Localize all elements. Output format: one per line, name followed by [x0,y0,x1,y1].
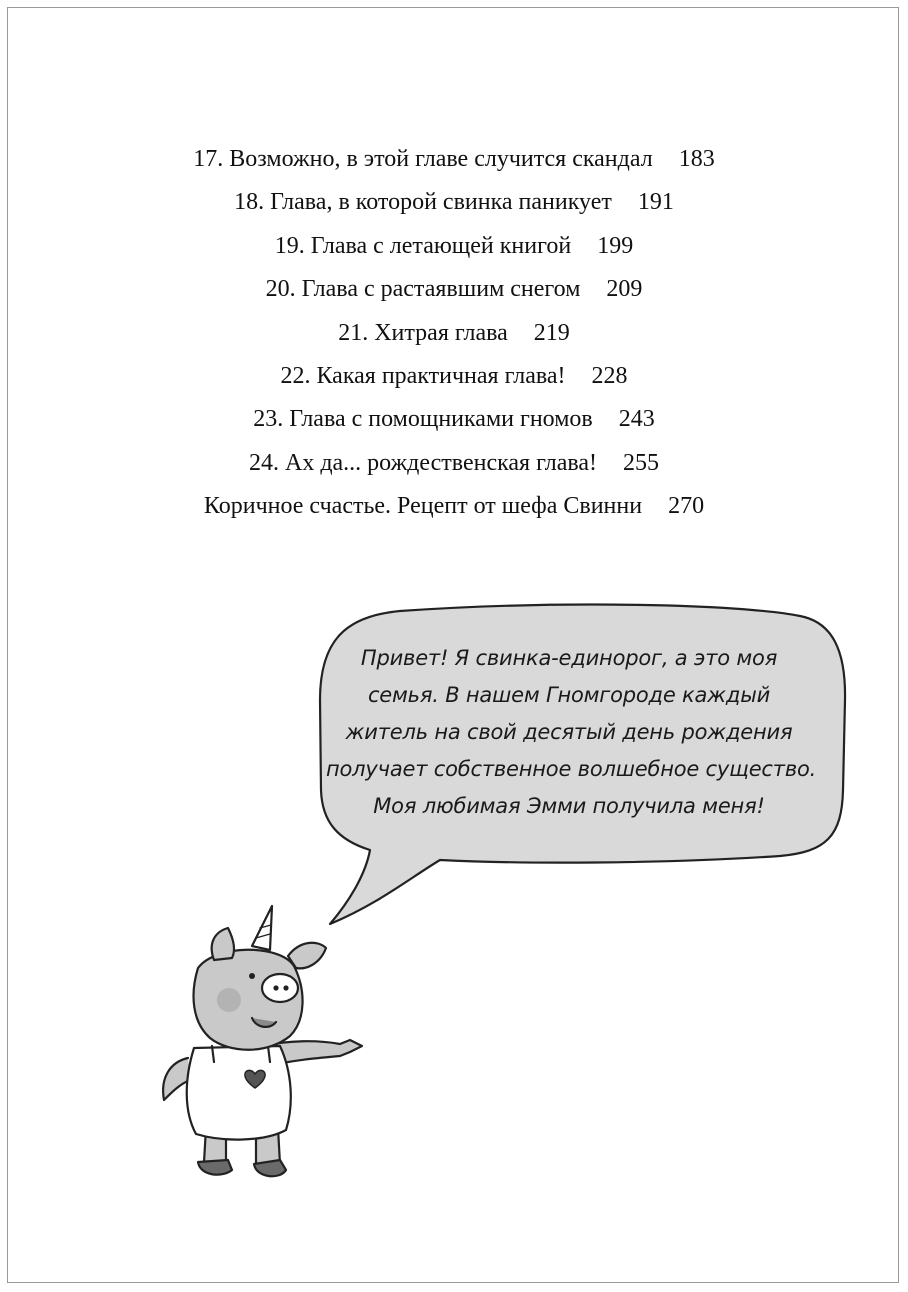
pig-left-ear [212,928,234,960]
speech-bubble-line: получает собственное волшебное существо. [326,757,817,781]
pig-snout [262,974,298,1002]
toc-entry-page: 183 [678,146,715,172]
toc-entry-title: 19. Глава с летающей книгой [274,232,572,259]
pig-right-hoof [254,1160,286,1176]
pig-right-ear [288,943,326,969]
toc-entry-page: 219 [533,319,570,346]
speech-bubble-line: житель на свой десятый день рождения [345,720,793,744]
toc-entry-title: 20. Глава с растаявшим снегом [265,276,581,303]
toc-entry-page: 255 [623,449,660,476]
toc-entry-title: 21. Хитрая глава [338,319,508,346]
speech-bubble-line: семья. В нашем Гномгороде каждый [367,683,771,707]
speech-bubble-line: Моя любимая Эмми получила меня! [373,794,765,818]
pig-nostril [273,985,278,990]
pig-overalls [187,1046,291,1140]
toc-entry-page: 191 [637,189,674,216]
toc-entry-page: 243 [618,406,655,433]
speech-bubble-line: Привет! Я свинка-единорог, а это моя [360,646,778,670]
toc-entry-page: 270 [668,493,705,520]
toc-entry-title: 22. Какая практичная глава! [280,362,566,389]
toc-entry-title: 24. Ах да... рождественская глава! [248,449,598,476]
toc-entry-title: 23. Глава с помощниками гномов [253,406,593,433]
pig-eye [249,973,255,979]
toc-entry-title: Коричное счастье. Рецепт от шефа Свинни [203,493,643,520]
toc-entry-page: 228 [591,362,628,389]
pig-left-hoof [198,1160,232,1175]
toc-entry-title: 17. Возможно, в этой главе случится скандал [193,146,653,172]
toc-entry-page: 199 [597,232,634,259]
toc-entry-page: 209 [606,276,643,303]
pig-nostril [283,985,288,990]
toc-entry-title: 18. Глава, в которой свинка паникует [234,189,612,216]
pig-cheek [217,988,241,1012]
